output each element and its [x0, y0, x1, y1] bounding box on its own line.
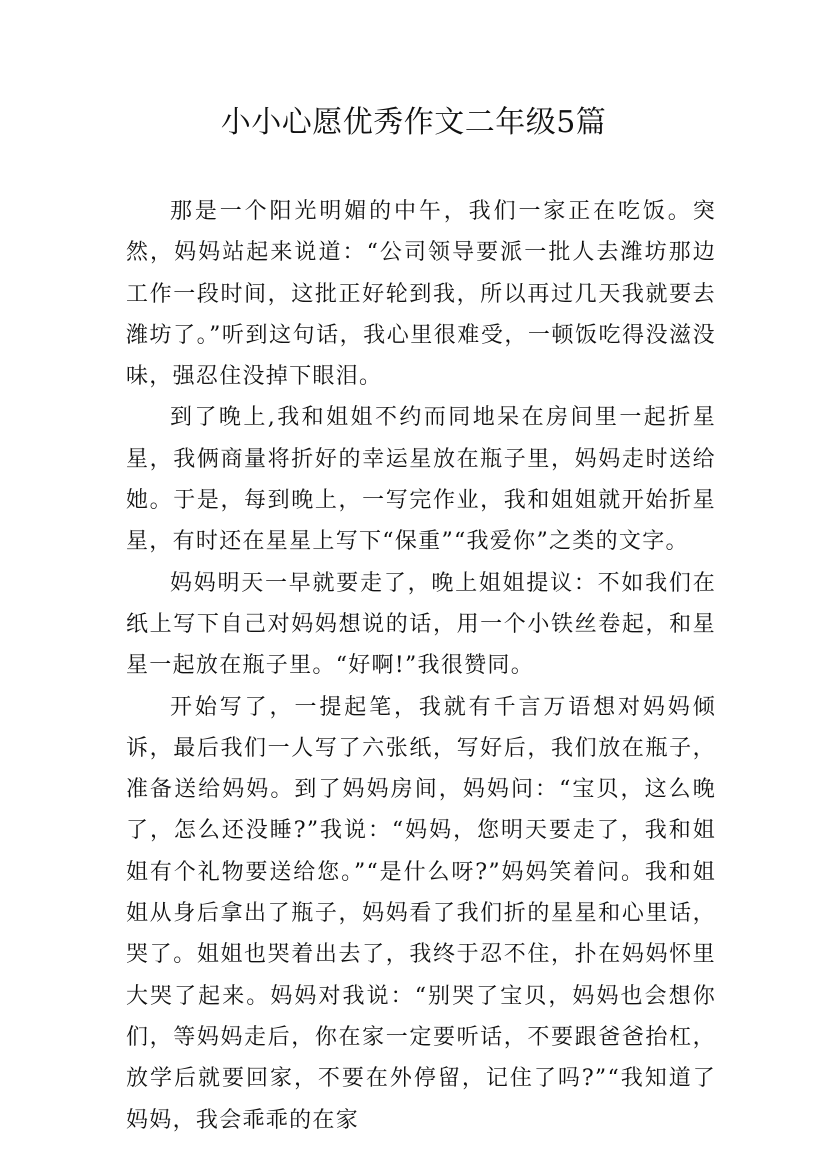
document-body — [126, 191, 716, 1141]
paragraph-4: 开始写了，一提起笔，我就有千言万语想对妈妈倾诉，最后我们一人写了六张纸，写好后，我们放在瓶子，准备送给妈妈。到了妈妈房间，妈妈问：“宝贝，这么晚了，怎么还没睡?”我说：“妈妈，您明天要走了，我和姐姐有个礼物要送给您。”“是什么呀?”妈妈笑着问。我和姐姐从身后拿出了瓶子，妈妈看了我们折的星星和心里话，哭了。姐姐也哭着出去了，我终于忍不住，扑在妈妈怀里大哭了起来。妈妈对我说：“别哭了宝贝，妈妈也会想你们，等妈妈走后，你在家一定要听话，不要跟爸爸抬杠，放学后就要回家，不要在外停留，记住了吗?”“我知道了妈妈，我会乖乖的在家 — [126, 694, 716, 1133]
paragraph-3: 妈妈明天一早就要走了，晚上姐姐提议：不如我们在纸上写下自己对妈妈想说的话，用一个小铁丝卷起，和星星一起放在瓶子里。“好啊!”我很赞同。 — [126, 570, 716, 679]
paragraph-1: 那是一个阳光明媚的中午，我们一家正在吃饭。突然，妈妈站起来说道：“公司领导要派一批人去潍坊那边工作一段时间，这批正好轮到我，所以再过几天我就要去潍坊了。”听到这句话，我心里很难受，一顿饭吃得没滋没味，强忍住没掉下眼泪。 — [126, 199, 716, 390]
paragraph-2: 到了晚上,我和姐姐不约而同地呆在房间里一起折星星，我俩商量将折好的幸运星放在瓶子里，妈妈走时送给她。于是，每到晚上，一写完作业，我和姐姐就开始折星星，有时还在星星上写下“保重”“我爱你”之类的文字。 — [126, 405, 716, 555]
document-title: 小小心愿优秀作文二年级5篇 — [220, 105, 607, 140]
